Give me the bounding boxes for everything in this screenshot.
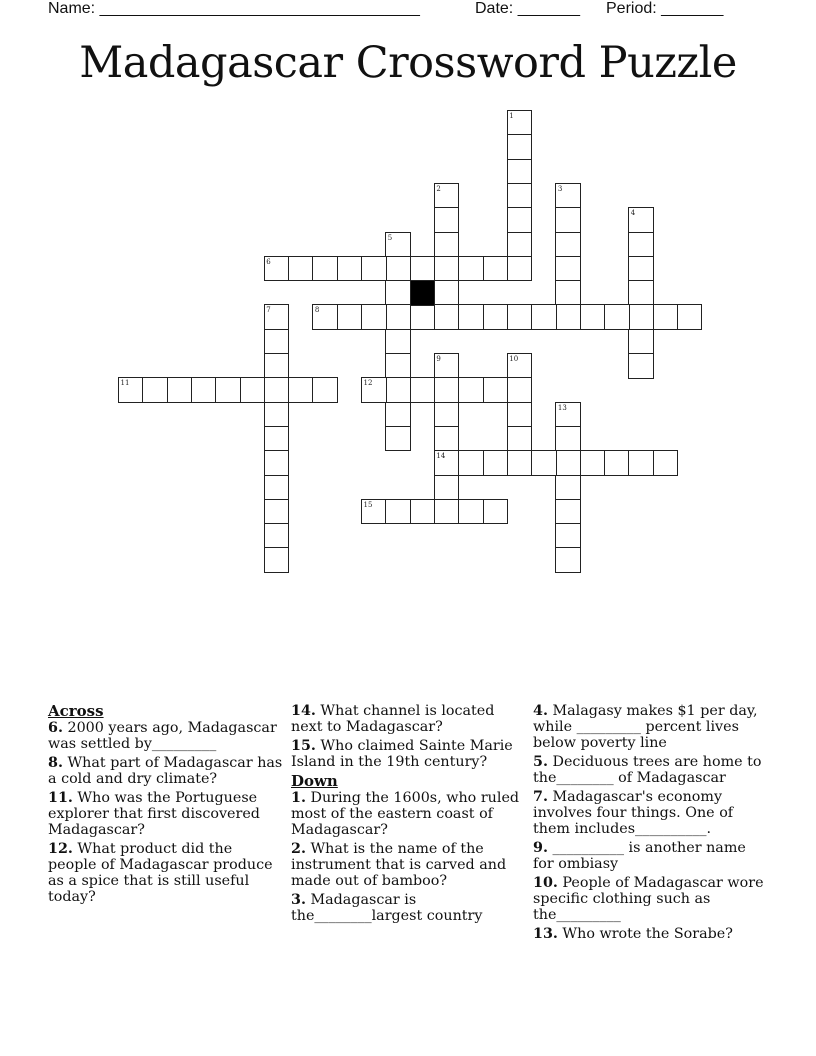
clues-column-3 (533, 703, 768, 945)
grid-cell[interactable] (507, 232, 533, 258)
clue-number: 10. (533, 875, 558, 891)
grid-cell[interactable] (507, 377, 533, 403)
grid-cell[interactable] (434, 232, 460, 258)
grid-cell[interactable] (458, 450, 484, 476)
grid-cell[interactable] (167, 377, 193, 403)
clue-number-label: 3 (557, 184, 563, 193)
clue-number: 4. (533, 703, 548, 719)
grid-cell[interactable] (555, 499, 581, 525)
grid-cell[interactable] (507, 159, 533, 185)
clue-text: 2000 years ago, Madagascar was settled by_________ (48, 720, 277, 752)
grid-cell[interactable] (555, 207, 581, 233)
grid-cell[interactable] (312, 256, 338, 282)
across-clue (48, 720, 283, 752)
down-clue (291, 790, 526, 838)
grid-cell[interactable] (580, 450, 606, 476)
grid-cell[interactable] (385, 402, 411, 428)
grid-cell[interactable] (264, 475, 290, 501)
grid-cell[interactable] (628, 232, 654, 258)
clue-number-label: 14 (436, 452, 446, 461)
down-clue (533, 875, 768, 923)
grid-cell[interactable] (385, 256, 411, 282)
grid-cell[interactable] (507, 134, 533, 160)
grid-cell[interactable] (458, 377, 484, 403)
grid-cell[interactable] (507, 402, 533, 428)
grid-cell[interactable] (531, 304, 557, 330)
clue-number: 11. (48, 790, 73, 806)
grid-cell[interactable] (483, 499, 509, 525)
grid-cell[interactable] (434, 426, 460, 452)
clue-text: Who wrote the Sorabe? (562, 926, 733, 942)
grid-cell[interactable] (215, 377, 241, 403)
grid-cell[interactable] (628, 353, 654, 379)
grid-cell[interactable] (240, 377, 266, 403)
black-cell (410, 280, 436, 306)
grid-cell[interactable] (434, 280, 460, 306)
grid-cell[interactable] (507, 256, 533, 282)
clue-number: 7. (533, 789, 548, 805)
grid-cell[interactable] (264, 402, 290, 428)
grid-cell[interactable] (264, 523, 290, 549)
clue-number-label: 11 (120, 379, 130, 388)
grid-cell[interactable] (434, 402, 460, 428)
grid-cell[interactable] (507, 304, 533, 330)
grid-cell[interactable] (507, 426, 533, 452)
clue-number: 13. (533, 926, 558, 942)
clue-text: What channel is located next to Madagascar? (291, 703, 495, 735)
clue-number: 6. (48, 720, 63, 736)
grid-cell[interactable] (507, 207, 533, 233)
clue-text: What product did the people of Madagascar produce as a spice that is still useful today? (48, 841, 273, 905)
down-clue (533, 703, 768, 751)
grid-cell[interactable] (483, 304, 509, 330)
grid-cell[interactable] (555, 523, 581, 549)
clue-text: What is the name of the instrument that is carved and made out of bamboo? (291, 841, 507, 889)
clue-number: 8. (48, 755, 63, 771)
across-clue (48, 755, 283, 787)
grid-cell[interactable] (385, 377, 411, 403)
grid-cell[interactable] (555, 256, 581, 282)
grid-cell[interactable] (531, 450, 557, 476)
grid-cell[interactable] (628, 450, 654, 476)
grid-cell[interactable] (385, 353, 411, 379)
grid-cell[interactable] (264, 329, 290, 355)
grid-cell[interactable] (628, 304, 654, 330)
grid-cell[interactable] (677, 304, 703, 330)
grid-cell[interactable] (288, 377, 314, 403)
clue-number-label: 13 (557, 403, 567, 412)
grid-cell[interactable] (385, 280, 411, 306)
clue-number-label: 10 (509, 355, 519, 363)
grid-cell[interactable] (410, 304, 436, 330)
clue-text: People of Madagascar wore specific clothing such as the_________ (533, 875, 764, 923)
clue-number-label: 6 (266, 257, 271, 266)
grid-cell[interactable] (555, 232, 581, 258)
clue-text: During the 1600s, who ruled most of the eastern coast of Madagascar? (291, 790, 520, 838)
clue-text: __________ is another name for ombiasy (533, 840, 746, 872)
down-clue (291, 892, 526, 924)
clue-number-label: 8 (314, 306, 320, 315)
grid-cell[interactable] (337, 256, 363, 282)
down-heading: Down (291, 772, 338, 790)
clues-column-2 (291, 703, 526, 927)
down-clue (291, 841, 526, 889)
grid-cell[interactable] (628, 280, 654, 306)
clue-text: Madagascar's economy involves four things. One of them includes__________. (533, 789, 734, 837)
grid-cell[interactable] (142, 377, 168, 403)
grid-cell[interactable] (434, 304, 460, 330)
grid-cell[interactable] (458, 304, 484, 330)
grid-cell[interactable] (604, 304, 630, 330)
clue-number: 3. (291, 892, 306, 908)
grid-cell[interactable] (191, 377, 217, 403)
grid-cell[interactable] (604, 450, 630, 476)
grid-cell[interactable] (264, 450, 290, 476)
grid-cell[interactable] (434, 499, 460, 525)
grid-cell[interactable] (264, 353, 290, 379)
down-clue (533, 840, 768, 872)
clue-text: Madagascar is the________largest country (291, 892, 483, 924)
grid-cell[interactable] (555, 280, 581, 306)
clue-number-label: 2 (436, 184, 441, 193)
grid-cell[interactable] (385, 304, 411, 330)
clue-number: 12. (48, 841, 73, 857)
grid-cell[interactable] (483, 450, 509, 476)
across-clue (48, 790, 283, 838)
across-heading: Across (48, 702, 104, 720)
grid-cell[interactable] (361, 256, 387, 282)
clue-text: Who was the Portuguese explorer that first discovered Madagascar? (48, 790, 260, 838)
across-clue (48, 841, 283, 905)
clue-number: 9. (533, 840, 548, 856)
page-title: Madagascar Crossword Puzzle (79, 38, 737, 88)
grid-cell[interactable] (483, 377, 509, 403)
clue-number: 5. (533, 754, 548, 770)
grid-cell[interactable] (458, 256, 484, 282)
clue-text: Who claimed Sainte Marie Island in the 19th century? (291, 738, 513, 770)
grid-cell[interactable] (312, 377, 338, 403)
down-clue (533, 789, 768, 837)
clue-text: Deciduous trees are home to the________ of Madagascar (533, 754, 762, 786)
down-clue (533, 926, 768, 942)
grid-cell[interactable] (653, 304, 679, 330)
clue-number-label: 9 (436, 355, 441, 363)
clue-number: 14. (291, 703, 316, 719)
grid-cell[interactable] (555, 547, 581, 573)
grid-cell[interactable] (337, 304, 363, 330)
clue-number-label: 12 (363, 379, 373, 388)
grid-cell[interactable] (507, 450, 533, 476)
grid-cell[interactable] (434, 207, 460, 233)
clue-number: 2. (291, 841, 306, 857)
grid-cell[interactable] (410, 256, 436, 282)
grid-cell[interactable] (483, 256, 509, 282)
grid-cell[interactable] (434, 377, 460, 403)
grid-cell[interactable] (580, 304, 606, 330)
clue-number-label: 5 (387, 233, 393, 242)
grid-cell[interactable] (361, 304, 387, 330)
clue-text: Malagasy makes $1 per day, while _________ percent lives below poverty line (533, 703, 758, 751)
across-clue (291, 738, 526, 770)
grid-cell[interactable] (555, 475, 581, 501)
clue-text: What part of Madagascar has a cold and dry climate? (48, 755, 283, 787)
name-field[interactable]: Name: ____________________________________ (48, 0, 420, 17)
clue-number-label: 15 (363, 500, 373, 509)
clue-number: 15. (291, 738, 316, 754)
grid-cell[interactable] (434, 256, 460, 282)
grid-cell[interactable] (288, 256, 314, 282)
grid-cell[interactable] (264, 547, 290, 573)
grid-cell[interactable] (507, 183, 533, 209)
grid-cell[interactable] (628, 329, 654, 355)
clue-number-label: 1 (509, 112, 514, 120)
clue-number-label: 4 (630, 209, 636, 218)
grid-cell[interactable] (628, 256, 654, 282)
grid-cell[interactable] (555, 304, 581, 330)
grid-cell[interactable] (264, 377, 290, 403)
clues-column-1 (48, 703, 283, 908)
grid-cell[interactable] (653, 450, 679, 476)
grid-cell[interactable] (434, 475, 460, 501)
grid-cell[interactable] (385, 499, 411, 525)
grid-cell[interactable] (555, 426, 581, 452)
grid-cell[interactable] (264, 499, 290, 525)
down-clue (533, 754, 768, 786)
grid-cell[interactable] (410, 377, 436, 403)
grid-cell[interactable] (385, 426, 411, 452)
grid-cell[interactable] (410, 499, 436, 525)
grid-cell[interactable] (264, 426, 290, 452)
grid-cell[interactable] (385, 329, 411, 355)
grid-cell[interactable] (458, 499, 484, 525)
across-clue (291, 703, 526, 735)
clue-number: 1. (291, 790, 306, 806)
grid-cell[interactable] (555, 450, 581, 476)
period-field[interactable]: Period: _______ (606, 0, 724, 17)
date-field[interactable]: Date: _______ (475, 0, 580, 17)
clue-number-label: 7 (266, 306, 271, 315)
